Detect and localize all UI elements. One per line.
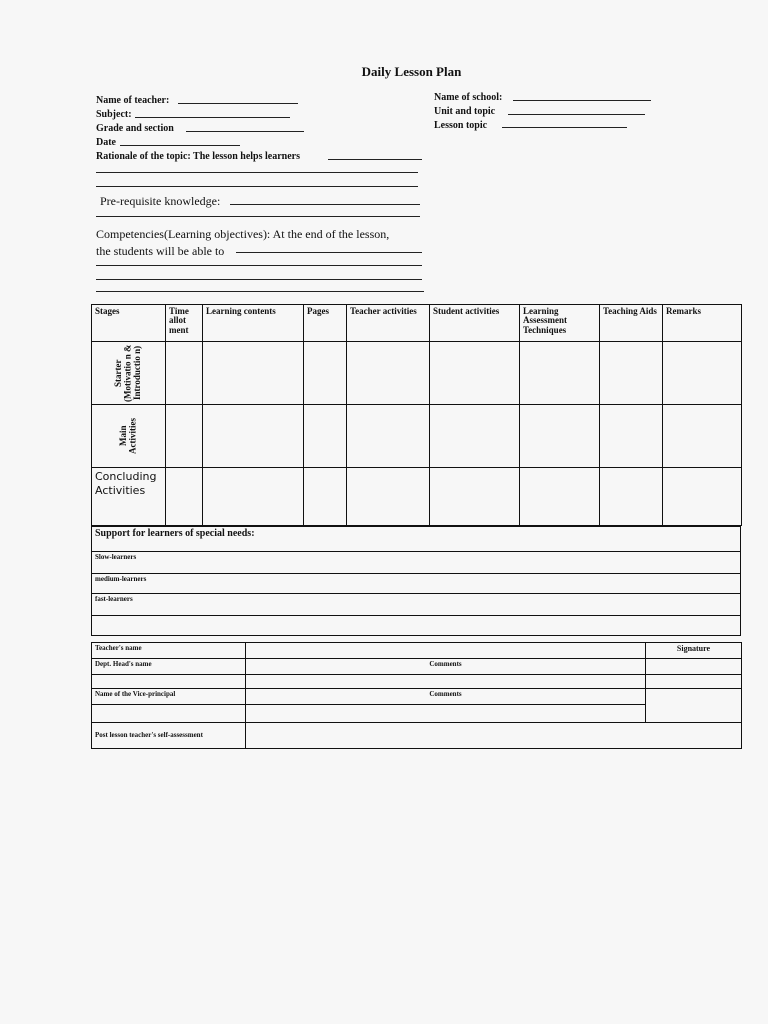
subject-line[interactable] xyxy=(135,117,290,118)
vice-principal-label: Name of the Vice-principal xyxy=(92,689,246,705)
self-assessment-field[interactable] xyxy=(246,723,742,749)
competencies-line-3[interactable] xyxy=(96,279,422,280)
table-cell[interactable] xyxy=(430,405,520,468)
table-cell[interactable] xyxy=(663,468,742,526)
competencies-line-2[interactable] xyxy=(96,265,422,266)
table-cell[interactable] xyxy=(203,342,304,405)
teachers-name-label: Teacher's name xyxy=(92,643,246,659)
col-header-time: Time allot ment xyxy=(166,305,203,342)
teachers-name-field[interactable] xyxy=(246,643,646,659)
grade-section-label: Grade and section xyxy=(96,123,174,134)
name-of-teacher-line[interactable] xyxy=(178,103,298,104)
prerequisite-label: Pre-requisite knowledge: xyxy=(100,194,221,208)
table-cell[interactable] xyxy=(430,468,520,526)
blank-row[interactable] xyxy=(92,616,741,636)
table-cell[interactable] xyxy=(600,342,663,405)
medium-learners-row[interactable]: medium-learners xyxy=(92,574,741,594)
unit-topic-label: Unit and topic xyxy=(434,106,496,117)
prerequisite-line-2[interactable] xyxy=(96,216,420,217)
table-cell[interactable] xyxy=(203,405,304,468)
special-needs-heading: Support for learners of special needs: xyxy=(92,527,741,552)
table-cell[interactable] xyxy=(347,342,430,405)
lesson-stages-table xyxy=(91,304,742,526)
name-of-school-label: Name of school: xyxy=(434,92,503,103)
main-activities-label: Main Activities xyxy=(118,418,138,454)
grade-section-line[interactable] xyxy=(186,131,304,132)
rationale-line-1[interactable] xyxy=(328,159,422,160)
name-of-teacher-label: Name of teacher: xyxy=(96,95,170,106)
prerequisite-line-1[interactable] xyxy=(230,204,420,205)
table-cell[interactable] xyxy=(166,468,203,526)
name-of-school-line[interactable] xyxy=(513,100,651,101)
lesson-topic-label: Lesson topic xyxy=(434,120,488,131)
unit-topic-line[interactable] xyxy=(508,114,645,115)
competencies-line-1[interactable] xyxy=(236,252,422,253)
col-header-teacher-activities: Teacher activities xyxy=(347,305,430,342)
date-label: Date xyxy=(96,137,116,148)
rationale-line-3[interactable] xyxy=(96,186,418,187)
table-row-main xyxy=(92,405,742,468)
rationale-line-2[interactable] xyxy=(96,172,418,173)
comments-field-1[interactable] xyxy=(246,675,646,689)
comments-label-1: Comments xyxy=(246,659,646,675)
table-cell[interactable] xyxy=(166,342,203,405)
rationale-label: Rationale of the topic: The lesson helps learners xyxy=(96,151,300,162)
table-cell[interactable] xyxy=(203,468,304,526)
table-cell[interactable] xyxy=(520,405,600,468)
competencies-label-2: the students will be able to xyxy=(96,244,225,258)
table-cell[interactable] xyxy=(304,405,347,468)
comments-field-2[interactable] xyxy=(246,705,646,723)
signature-label: Signature xyxy=(646,643,742,659)
table-cell[interactable] xyxy=(600,405,663,468)
special-needs-table xyxy=(91,526,741,636)
col-header-learning-contents: Learning contents xyxy=(203,305,304,342)
table-cell[interactable] xyxy=(430,342,520,405)
date-line[interactable] xyxy=(120,145,240,146)
signature-cell[interactable] xyxy=(646,689,742,723)
dept-head-field[interactable] xyxy=(92,675,246,689)
col-header-student-activities: Student activities xyxy=(430,305,520,342)
table-cell[interactable] xyxy=(663,342,742,405)
page-title: Daily Lesson Plan xyxy=(361,64,462,79)
col-header-assessment: Learning Assessment Techniques xyxy=(520,305,600,342)
table-cell[interactable] xyxy=(304,342,347,405)
col-header-pages: Pages xyxy=(304,305,347,342)
row-label-main xyxy=(92,405,166,468)
table-cell[interactable] xyxy=(520,342,600,405)
subject-label: Subject: xyxy=(96,109,132,120)
dept-head-label: Dept. Head's name xyxy=(92,659,246,675)
col-header-stages: Stages xyxy=(92,305,166,342)
col-header-teaching-aids: Teaching Aids xyxy=(600,305,663,342)
lesson-topic-line[interactable] xyxy=(502,127,627,128)
concluding-label: Concluding Activities xyxy=(92,468,166,526)
comments-label-2: Comments xyxy=(246,689,646,705)
table-cell[interactable] xyxy=(347,405,430,468)
col-header-remarks: Remarks xyxy=(663,305,742,342)
row-label-starter xyxy=(92,342,166,405)
table-header-row xyxy=(92,305,742,342)
starter-label: Starter (Motivatio n & Introductio n) xyxy=(113,344,143,402)
competencies-label: Competencies(Learning objectives): At the end of the lesson, xyxy=(96,227,390,241)
table-cell[interactable] xyxy=(520,468,600,526)
signature-cell[interactable] xyxy=(646,659,742,675)
fast-learners-row[interactable]: fast-learners xyxy=(92,594,741,616)
signature-cell[interactable] xyxy=(646,675,742,689)
slow-learners-row[interactable]: Slow-learners xyxy=(92,552,741,574)
table-cell[interactable] xyxy=(347,468,430,526)
competencies-line-4[interactable] xyxy=(96,291,424,292)
vice-principal-field[interactable] xyxy=(92,705,246,723)
table-row-starter xyxy=(92,342,742,405)
table-row-concluding xyxy=(92,468,742,526)
self-assessment-label: Post lesson teacher's self-assessment xyxy=(92,723,246,749)
approval-table xyxy=(91,642,742,749)
table-cell[interactable] xyxy=(304,468,347,526)
table-cell[interactable] xyxy=(663,405,742,468)
table-cell[interactable] xyxy=(166,405,203,468)
table-cell[interactable] xyxy=(600,468,663,526)
